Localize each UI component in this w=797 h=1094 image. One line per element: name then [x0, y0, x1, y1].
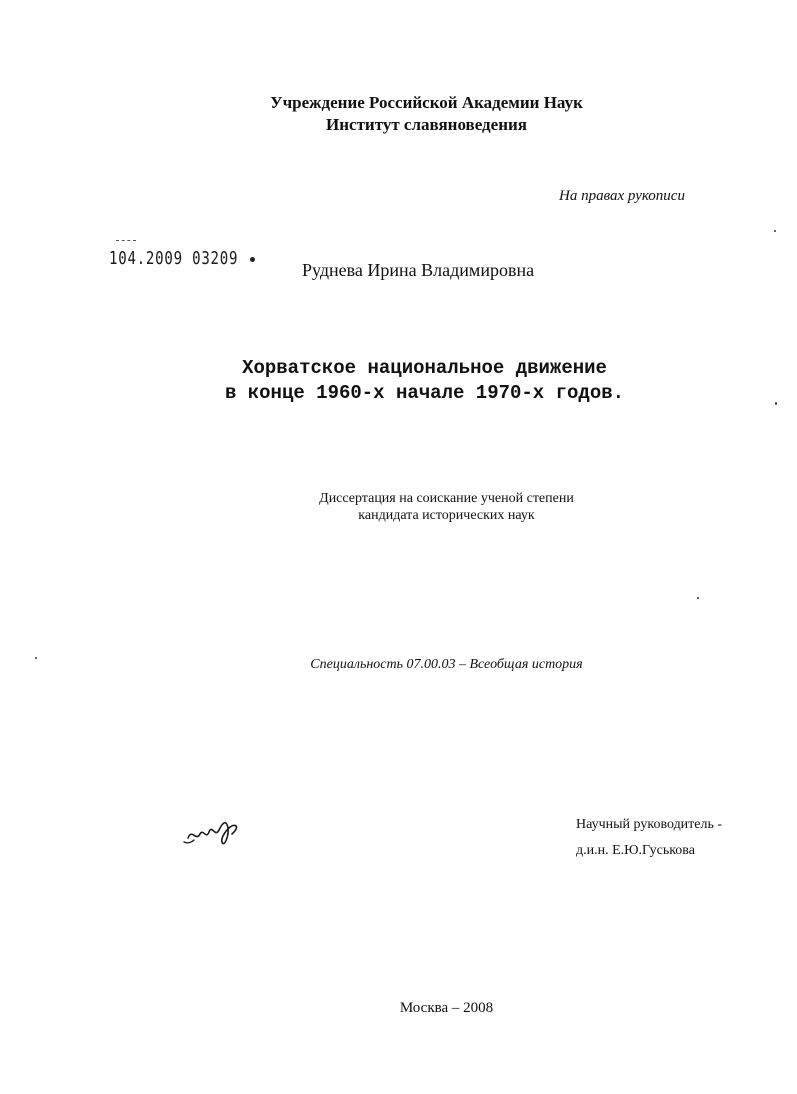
city-year: Москва – 2008 — [399, 1000, 494, 1016]
scan-speck — [697, 597, 699, 599]
archive-stamp: 104.2009 03209 — [109, 248, 239, 269]
scan-speck — [35, 657, 37, 659]
manuscript-note: На правах рукописи — [559, 188, 685, 204]
scan-speck — [774, 230, 776, 232]
scan-speck — [775, 402, 777, 405]
handwritten-signature — [182, 808, 242, 852]
degree-line-2: кандидата исторических наук — [358, 508, 535, 523]
stamp-dot — [250, 257, 255, 262]
institution-name: Учреждение Российской Академии Наук — [270, 93, 583, 112]
dissertation-title-line-2: в конце 1960-х начале 1970-х годов. — [224, 382, 625, 404]
degree-line-1: Диссертация на соискание ученой степени — [319, 491, 574, 506]
dissertation-title-line-1: Хорватское национальное движение — [242, 357, 607, 379]
institute-name: Институт славяноведения — [326, 115, 527, 134]
specialty: Специальность 07.00.03 – Всеобщая история — [310, 657, 583, 672]
stamp-mark — [116, 240, 136, 243]
supervisor-name: д.и.н. Е.Ю.Гуськова — [576, 843, 695, 858]
supervisor-label: Научный руководитель - — [576, 817, 723, 832]
author-name: Руднева Ирина Владимировна — [302, 260, 535, 280]
